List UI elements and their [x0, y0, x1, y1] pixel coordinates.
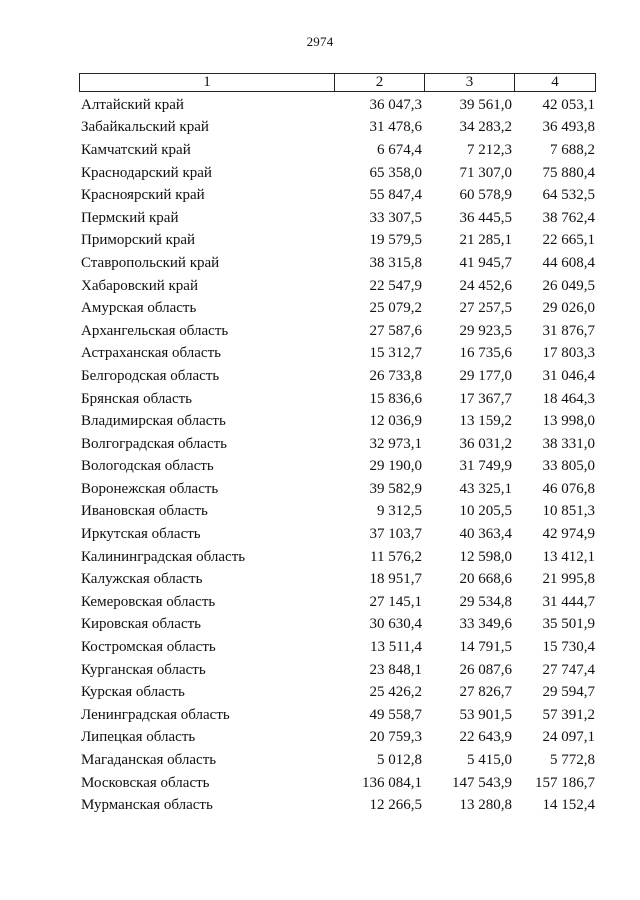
value-cell-col4: 14 152,4 — [542, 797, 595, 814]
column-header-4: 4 — [551, 74, 559, 90]
value-cell-col2: 32 973,1 — [369, 435, 422, 452]
value-cell-col2: 33 307,5 — [369, 209, 422, 226]
table-row — [79, 230, 596, 253]
value-cell-col2: 12 036,9 — [369, 413, 422, 430]
column-header-3: 3 — [425, 74, 515, 91]
table-row — [79, 207, 596, 230]
table-row — [79, 365, 596, 388]
value-cell-col2: 29 190,0 — [369, 458, 422, 475]
value-cell-col4: 21 995,8 — [542, 571, 595, 588]
value-cell-col4: 57 391,2 — [542, 706, 595, 723]
value-cell-col2: 55 847,4 — [369, 187, 422, 204]
region-name-cell: Краснодарский край — [81, 164, 212, 181]
value-cell-col3: 43 325,1 — [459, 480, 512, 497]
value-cell-col3: 33 349,6 — [459, 616, 512, 633]
region-name-cell: Курганская область — [81, 661, 206, 678]
value-cell-col2: 15 836,6 — [369, 390, 422, 407]
value-cell-col2: 5 012,8 — [377, 752, 422, 769]
value-cell-col4: 26 049,5 — [542, 277, 595, 294]
value-cell-col4: 13 412,1 — [542, 548, 595, 565]
region-name-cell: Вологодская область — [81, 458, 214, 475]
table-row — [79, 591, 596, 614]
value-cell-col3: 17 367,7 — [459, 390, 512, 407]
value-cell-col3: 29 534,8 — [459, 593, 512, 610]
value-cell-col3: 60 578,9 — [459, 187, 512, 204]
value-cell-col4: 157 186,7 — [535, 774, 595, 791]
value-cell-col2: 30 630,4 — [369, 616, 422, 633]
value-cell-col3: 24 452,6 — [459, 277, 512, 294]
region-name-cell: Ивановская область — [81, 503, 208, 520]
value-cell-col3: 22 643,9 — [459, 729, 512, 746]
value-cell-col4: 27 747,4 — [542, 661, 595, 678]
value-cell-col4: 33 805,0 — [542, 458, 595, 475]
region-name-cell: Алтайский край — [81, 96, 184, 113]
region-name-cell: Воронежская область — [81, 480, 219, 497]
table-row — [79, 343, 596, 366]
region-name-cell: Астраханская область — [81, 345, 221, 362]
value-cell-col2: 49 558,7 — [369, 706, 422, 723]
table-row — [79, 320, 596, 343]
column-header-2: 2 — [335, 74, 425, 91]
value-cell-col4: 10 851,3 — [542, 503, 595, 520]
value-cell-col2: 26 733,8 — [369, 367, 422, 384]
value-cell-col4: 42 974,9 — [542, 526, 595, 543]
value-cell-col4: 29 026,0 — [542, 300, 595, 317]
table-row — [79, 704, 596, 727]
region-name-cell: Курская область — [81, 684, 185, 701]
value-cell-col2: 38 315,8 — [369, 254, 422, 271]
value-cell-col4: 7 688,2 — [550, 141, 595, 158]
value-cell-col3: 13 159,2 — [459, 413, 512, 430]
region-name-cell: Белгородская область — [81, 367, 220, 384]
table-row — [79, 433, 596, 456]
value-cell-col3: 26 087,6 — [459, 661, 512, 678]
value-cell-col3: 5 415,0 — [467, 752, 512, 769]
value-cell-col2: 25 079,2 — [369, 300, 422, 317]
page-number: 2974 — [306, 34, 334, 49]
value-cell-col4: 35 501,9 — [542, 616, 595, 633]
value-cell-col3: 36 031,2 — [459, 435, 512, 452]
value-cell-col3: 10 205,5 — [459, 503, 512, 520]
region-name-cell: Калининградская область — [81, 548, 246, 565]
table-row — [79, 749, 596, 772]
region-name-cell: Костромская область — [81, 639, 216, 656]
value-cell-col2: 27 145,1 — [369, 593, 422, 610]
table-row — [79, 681, 596, 704]
value-cell-col2: 27 587,6 — [369, 322, 422, 339]
region-name-cell: Красноярский край — [81, 187, 205, 204]
value-cell-col2: 23 848,1 — [369, 661, 422, 678]
value-cell-col3: 21 285,1 — [459, 232, 512, 249]
value-cell-col4: 24 097,1 — [542, 729, 595, 746]
value-cell-col4: 38 331,0 — [542, 435, 595, 452]
value-cell-col3: 20 668,6 — [459, 571, 512, 588]
table-row — [79, 252, 596, 275]
region-name-cell: Кемеровская область — [81, 593, 216, 610]
region-name-cell: Калужская область — [81, 571, 203, 588]
value-cell-col3: 41 945,7 — [459, 254, 512, 271]
region-name-cell: Архангельская область — [81, 322, 229, 339]
region-name-cell: Иркутская область — [81, 526, 201, 543]
value-cell-col4: 5 772,8 — [550, 752, 595, 769]
column-header-1: 1 — [80, 74, 335, 91]
value-cell-col4: 18 464,3 — [542, 390, 595, 407]
value-cell-col2: 12 266,5 — [369, 797, 422, 814]
value-cell-col4: 42 053,1 — [542, 96, 595, 113]
value-cell-col3: 34 283,2 — [459, 119, 512, 136]
value-cell-col4: 46 076,8 — [542, 480, 595, 497]
table-row — [79, 184, 596, 207]
value-cell-col4: 31 444,7 — [542, 593, 595, 610]
table-row — [79, 139, 596, 162]
value-cell-col3: 12 598,0 — [459, 548, 512, 565]
value-cell-col4: 17 803,3 — [542, 345, 595, 362]
table-row — [79, 275, 596, 298]
value-cell-col3: 29 923,5 — [459, 322, 512, 339]
value-cell-col4: 31 046,4 — [542, 367, 595, 384]
value-cell-col4: 31 876,7 — [542, 322, 595, 339]
region-name-cell: Пермский край — [81, 209, 179, 226]
value-cell-col3: 16 735,6 — [459, 345, 512, 362]
region-name-cell: Забайкальский край — [81, 119, 209, 136]
table-row — [79, 117, 596, 140]
value-cell-col3: 36 445,5 — [459, 209, 512, 226]
value-cell-col4: 38 762,4 — [542, 209, 595, 226]
table-row — [79, 94, 596, 117]
value-cell-col3: 40 363,4 — [459, 526, 512, 543]
region-name-cell: Липецкая область — [81, 729, 196, 746]
value-cell-col2: 20 759,3 — [369, 729, 422, 746]
value-cell-col2: 65 358,0 — [369, 164, 422, 181]
region-name-cell: Хабаровский край — [81, 277, 198, 294]
table-row — [79, 523, 596, 546]
region-name-cell: Брянская область — [81, 390, 193, 407]
value-cell-col2: 136 084,1 — [362, 774, 422, 791]
value-cell-col4: 22 665,1 — [542, 232, 595, 249]
value-cell-col4: 36 493,8 — [542, 119, 595, 136]
value-cell-col2: 39 582,9 — [369, 480, 422, 497]
region-name-cell: Камчатский край — [81, 141, 191, 158]
value-cell-col2: 18 951,7 — [369, 571, 422, 588]
value-cell-col3: 39 561,0 — [459, 96, 512, 113]
value-cell-col4: 64 532,5 — [542, 187, 595, 204]
region-name-cell: Кировская область — [81, 616, 202, 633]
region-name-cell: Ленинградская область — [81, 706, 230, 723]
region-name-cell: Владимирская область — [81, 413, 226, 430]
table-row — [79, 568, 596, 591]
table-body — [79, 94, 596, 817]
region-name-cell: Приморский край — [81, 232, 196, 249]
table-row — [79, 410, 596, 433]
value-cell-col2: 31 478,6 — [369, 119, 422, 136]
value-cell-col2: 19 579,5 — [369, 232, 422, 249]
table-row — [79, 659, 596, 682]
table-column-header — [79, 73, 596, 92]
value-cell-col3: 31 749,9 — [459, 458, 512, 475]
value-cell-col2: 37 103,7 — [369, 526, 422, 543]
value-cell-col3: 147 543,9 — [452, 774, 512, 791]
table-row — [79, 162, 596, 185]
table-row — [79, 636, 596, 659]
value-cell-col4: 44 608,4 — [542, 254, 595, 271]
value-cell-col2: 6 674,4 — [377, 141, 422, 158]
value-cell-col3: 29 177,0 — [459, 367, 512, 384]
region-name-cell: Мурманская область — [81, 797, 213, 814]
value-cell-col4: 75 880,4 — [542, 164, 595, 181]
value-cell-col3: 14 791,5 — [459, 639, 512, 656]
table-row — [79, 546, 596, 569]
table-row — [79, 727, 596, 750]
table-row — [79, 456, 596, 479]
table-row — [79, 772, 596, 795]
table-row — [79, 614, 596, 637]
region-name-cell: Амурская область — [81, 300, 197, 317]
value-cell-col3: 53 901,5 — [459, 706, 512, 723]
value-cell-col4: 15 730,4 — [542, 639, 595, 656]
value-cell-col3: 27 257,5 — [459, 300, 512, 317]
value-cell-col3: 27 826,7 — [459, 684, 512, 701]
value-cell-col4: 29 594,7 — [542, 684, 595, 701]
value-cell-col2: 13 511,4 — [370, 639, 422, 656]
value-cell-col2: 36 047,3 — [369, 96, 422, 113]
value-cell-col2: 22 547,9 — [369, 277, 422, 294]
value-cell-col2: 15 312,7 — [369, 345, 422, 362]
region-name-cell: Ставропольский край — [81, 254, 220, 271]
value-cell-col3: 13 280,8 — [459, 797, 512, 814]
table-row — [79, 478, 596, 501]
region-name-cell: Волгоградская область — [81, 435, 227, 452]
value-cell-col2: 25 426,2 — [369, 684, 422, 701]
table-row — [79, 297, 596, 320]
value-cell-col2: 11 576,2 — [370, 548, 422, 565]
table-row — [79, 501, 596, 524]
table-row — [79, 794, 596, 817]
value-cell-col3: 7 212,3 — [467, 141, 512, 158]
value-cell-col3: 71 307,0 — [459, 164, 512, 181]
region-name-cell: Московская область — [81, 774, 210, 791]
region-name-cell: Магаданская область — [81, 752, 217, 769]
value-cell-col4: 13 998,0 — [542, 413, 595, 430]
table-row — [79, 388, 596, 411]
value-cell-col2: 9 312,5 — [377, 503, 422, 520]
